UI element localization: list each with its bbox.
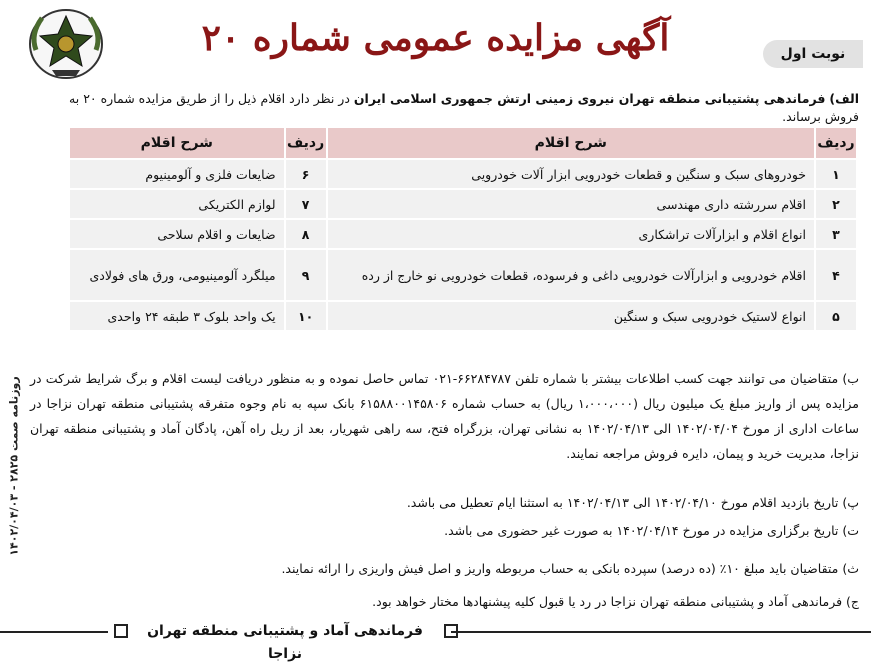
row-number: ۹ [286,250,326,300]
row-number: ۴ [816,250,856,300]
header-description: شرح اقلام [70,128,284,158]
row-number: ۲ [816,190,856,218]
footer-bar [0,620,871,662]
footer-organization: فرماندهی آماد و پشتیبانی منطقه تهران نزاجا [147,623,423,662]
paragraph-th: ث) متقاضیان باید مبلغ ۱۰٪ (ده درصد) سپرده بانکی به حساب مربوطه واریز و اصل فیش واریزی را ارائه نمایند. [281,561,859,576]
header-description: شرح اقلام [328,128,814,158]
intro-rest: در نظر دارد اقلام ذیل را از طریق مزایده شماره ۲۰ به فروش برساند. [69,91,859,124]
army-emblem-icon [22,6,110,80]
intro-organization: فرماندهی پشتیبانی منطقه تهران نیروی زمینی ارتش جمهوری اسلامی ایران [353,91,826,106]
item-description: انواع اقلام و ابزارآلات تراشکاری [328,220,814,248]
table-row [70,190,856,218]
table-header-row [70,128,856,158]
header-row-number: ردیف [286,128,326,158]
intro-paragraph [60,90,859,126]
item-description: خودروهای سبک و سنگین و قطعات خودرویی ابزار آلات خودرویی [328,160,814,188]
item-description: میلگرد آلومینیومی، ورق های فولادی [70,250,284,300]
item-description: اقلام خودرویی و ابزارآلات خودرویی داغی و فرسوده، قطعات خودرویی نو خارج از رده [328,250,814,300]
footer-divider [451,631,871,633]
table-row [70,160,856,188]
paragraph-t: ت) تاریخ برگزاری مزایده در مورخ ۱۴۰۲/۰۴/۱۴ به صورت غیر حضوری می باشد. [444,523,859,538]
notice-title: آگهی مزایده عمومی شماره ۲۰ [201,17,670,59]
table-row [70,302,856,330]
row-number: ۸ [286,220,326,248]
item-description: انواع لاستیک خودرویی سبک و سنگین [328,302,814,330]
turn-badge: نوبت اول [763,40,863,68]
newspaper-side-label [4,366,24,566]
row-number: ۶ [286,160,326,188]
paragraph-b: ب) متقاضیان می توانند جهت کسب اطلاعات بیشتر با شماره تلفن ۶۶۲۸۴۷۸۷-۰۲۱ تماس حاصل نموده و به منظور دریافت لیست اقلام و برگ شرایط شرکت در مزایده پس از واریز مبلغ یک میلیون ریال (۱،۰۰۰،۰۰۰ ریال) به حساب شماره ۶۱۵۸۸۰۰۱۴۵۸۰۶ بانک سپه به نام وجوه متفرقه پشتیبانی منطقه تهران نزاجا در ساعات اداری از مورخ ۱۴۰۲/۰۴/۰۴ الی ۱۴۰۲/۰۴/۱۳ به نشانی تهران، بزرگراه فتح، سه راهی شهریار، بعد از ریل راه آهن، پادگان آماد و پشتیبانی منطقه تهران نزاجا، مدیریت خرید و پیمان، دایره فروش مراجعه نمایند. [30,371,859,461]
footer-divider [0,631,108,633]
item-description: لوازم الکتریکی [70,190,284,218]
square-icon [114,624,128,638]
row-number: ۵ [816,302,856,330]
item-description: ضایعات و اقلام سلاحی [70,220,284,248]
row-number: ۱۰ [286,302,326,330]
paragraph-p: پ) تاریخ بازدید اقلام مورخ ۱۴۰۲/۰۴/۱۰ الی ۱۴۰۲/۰۴/۱۳ به استثنا ایام تعطیل می باشد. [406,495,859,510]
row-number: ۱ [816,160,856,188]
item-description: یک واحد بلوک ۳ طبقه ۲۴ واحدی [70,302,284,330]
table-row [70,250,856,300]
row-number: ۷ [286,190,326,218]
paragraph-j: ج) فرماندهی آماد و پشتیبانی منطقه تهران نزاجا در رد یا قبول کلیه پیشنهادها مختار خواهد بود. [372,594,859,609]
row-number: ۳ [816,220,856,248]
table-row [70,220,856,248]
items-table [68,126,858,332]
header-row-number: ردیف [816,128,856,158]
item-description: اقلام سررشته داری مهندسی [328,190,814,218]
newspaper-issue-text: روزنامه صمت ۲۸۲۵ - ۱۴۰۲/۰۴/۰۳ [7,376,21,556]
intro-prefix: الف) [829,91,859,106]
item-description: ضایعات فلزی و آلومینیوم [70,160,284,188]
